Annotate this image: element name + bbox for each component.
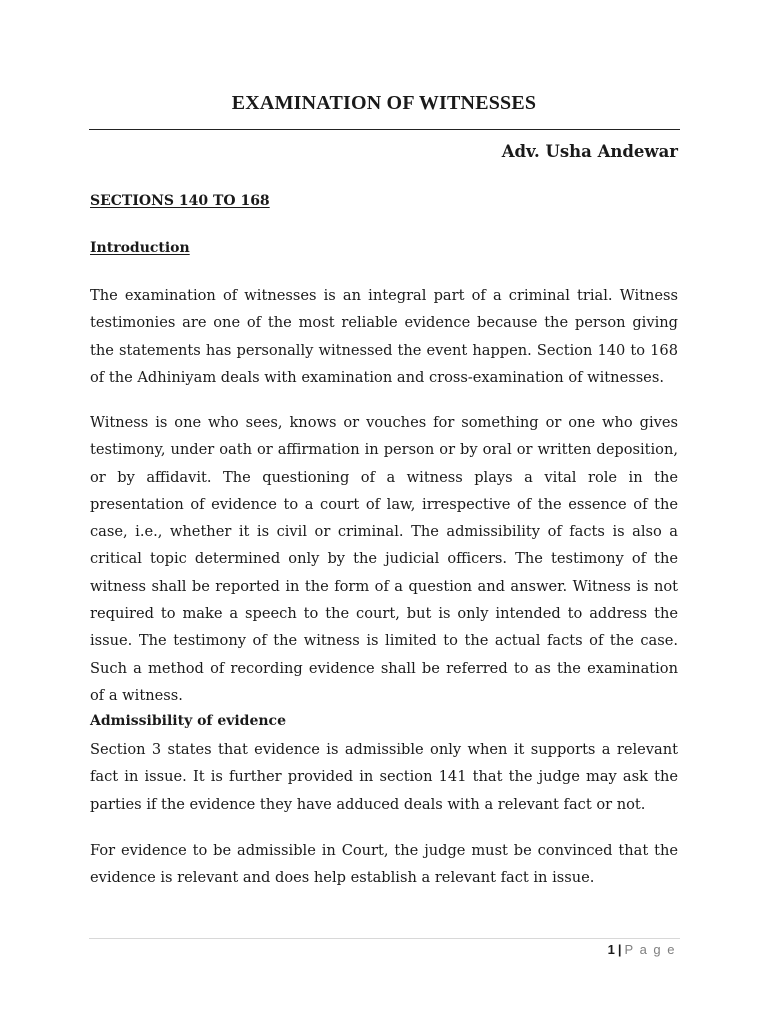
- page-number: 1: [607, 942, 615, 957]
- page-footer: [608, 942, 676, 957]
- section-heading: SECTIONS 140 TO 168: [90, 193, 270, 209]
- admissibility-paragraph-1: Section 3 states that evidence is admissible only when it supports a relevant fact in issue. It is further provided in section 141 that the judge may ask the parties if the evidence they have adduced deals with a relevant fact or not.: [90, 741, 678, 813]
- page-label: P a g e: [624, 942, 676, 957]
- title-divider: [89, 129, 680, 130]
- admissibility-paragraph-2: For evidence to be admissible in Court, the judge must be convinced that the evidence is relevant and does help establish a relevant fact in issue.: [90, 842, 678, 887]
- admissibility-heading: Admissibility of evidence: [90, 713, 286, 729]
- introduction-heading: Introduction: [90, 240, 190, 256]
- author-name: Adv. Usha Andewar: [501, 142, 678, 161]
- footer-divider: [89, 938, 680, 939]
- footer-separator: |: [617, 942, 622, 957]
- introduction-paragraph-1: The examination of witnesses is an integral part of a criminal trial. Witness testimonies are one of the most reliable evidence because the person giving the statements has personally witnessed the event happen. Section 140 to 168 of the Adhiniyam deals with examination and cross-examination of witnesses.: [90, 287, 678, 386]
- introduction-paragraph-2: Witness is one who sees, knows or vouches for something or one who gives testimony, under oath or affirmation in person or by oral or written deposition, or by affidavit. The questioning of a witness plays a vital role in the presentation of evidence to a court of law, irrespective of the essence of the case, i.e., whether it is civil or criminal. The admissibility of facts is also a critical topic determined only by the judicial officers. The testimony of the witness shall be reported in the form of a question and answer. Witness is not required to make a speech to the court, but is only intended to address the issue. The testimony of the witness is limited to the actual facts of the case. Such a method of recording evidence shall be referred to as the examination of a witness.: [90, 414, 678, 704]
- document-title: EXAMINATION OF WITNESSES: [231, 92, 537, 114]
